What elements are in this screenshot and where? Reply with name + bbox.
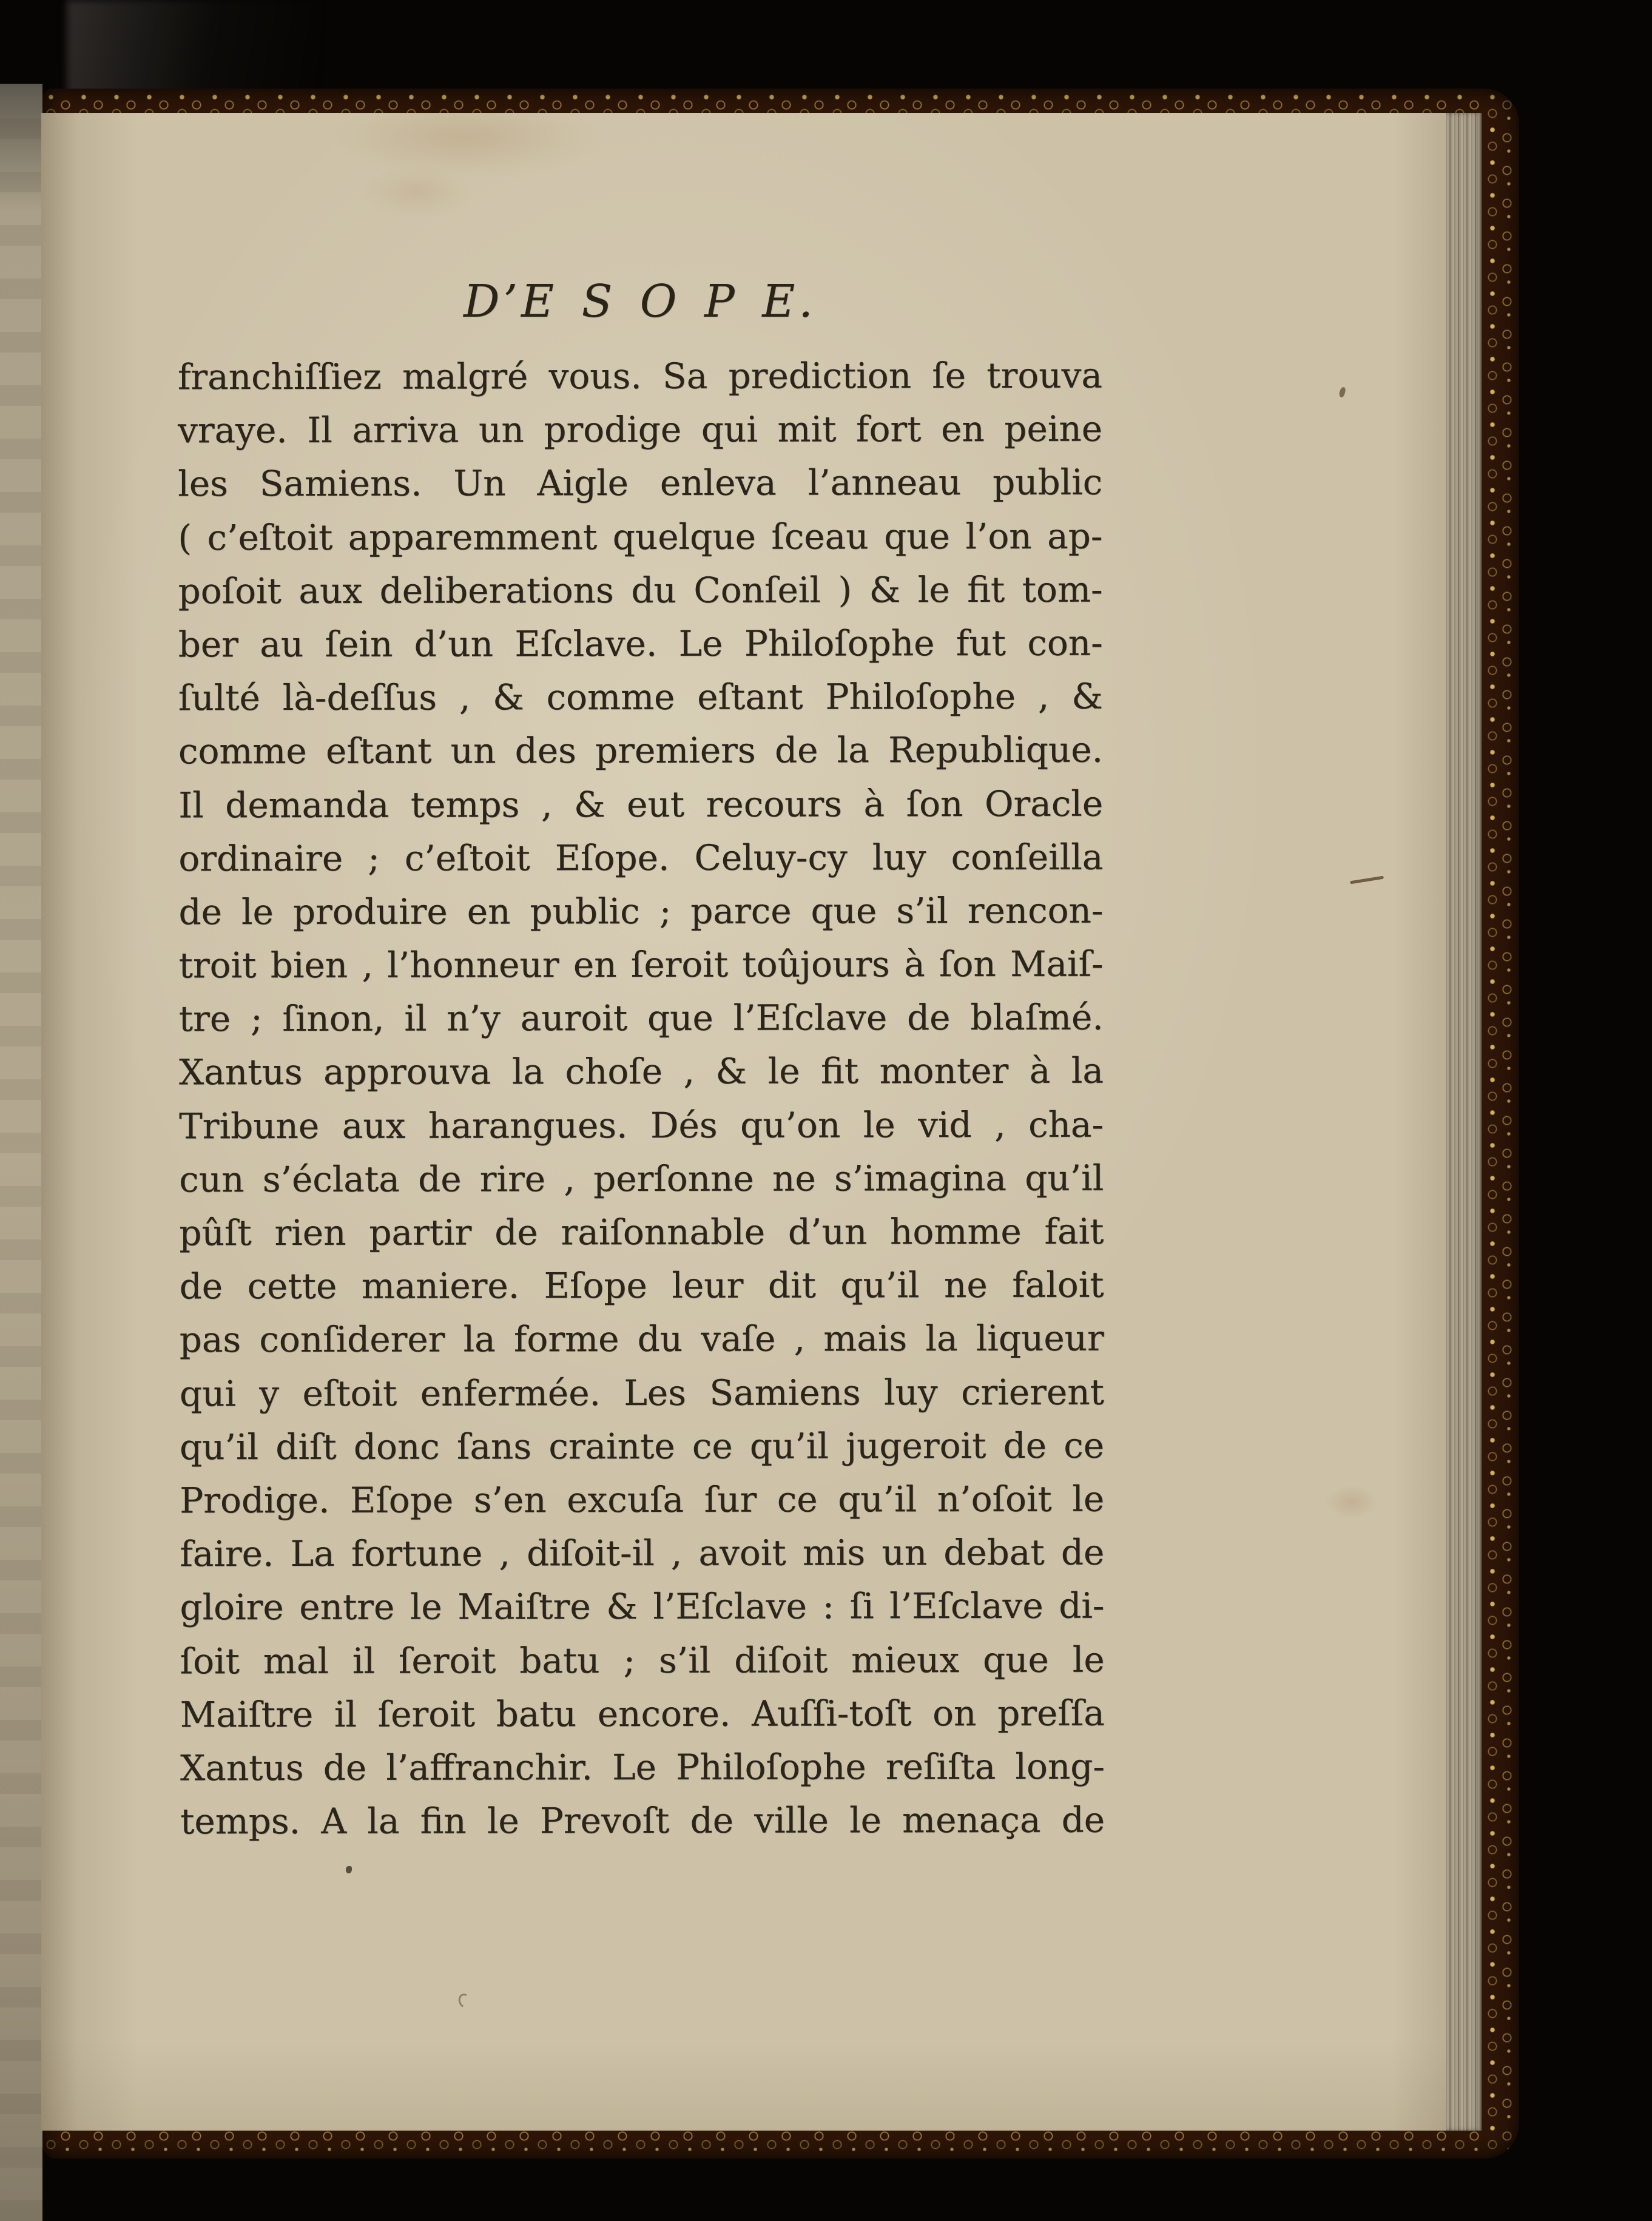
text-line: Maiſtre il ſeroit batu encore. Auſſi-toſt on preſſa	[180, 1692, 1105, 1736]
text-line: Il demanda temps , & eut recours à ſon Oracle	[178, 783, 1104, 826]
text-line: ſulté là-deſſus , & comme eſtant Philoſophe , &	[178, 675, 1103, 719]
text-line: comme eſtant un des premiers de la Republique.	[178, 729, 1104, 772]
text-line: Xantus approuva la choſe , & le fit monter à la	[178, 1050, 1104, 1093]
text-line: Prodige. Eſope s’en excuſa ſur ce qu’il n’oſoit le	[180, 1478, 1105, 1522]
text-line: tre ; ſinon, il n’y auroit que l’Eſclave de blaſmé.	[178, 996, 1104, 1040]
book-page	[41, 113, 1446, 2131]
text-line: Tribune aux harangues. Dés qu’on le vid , cha-	[179, 1104, 1104, 1147]
text-line: qu’il diſt donc ſans crainte ce qu’il jugeroit de ce	[179, 1424, 1105, 1468]
text-line: franchiſſiez malgré vous. Sa prediction ſe trouva	[177, 354, 1102, 398]
ink-speck	[456, 1992, 473, 2009]
running-title: D’E S O P E.	[464, 275, 817, 328]
page-edge-stack	[1444, 113, 1482, 2131]
text-line: les Samiens. Un Aigle enleva l’anneau public	[178, 462, 1103, 505]
text-line: vraye. Il arriva un prodige qui mit fort en peine	[178, 408, 1103, 451]
body-text-block	[178, 349, 1105, 1849]
text-line: cun s’éclata de rire , perſonne ne s’imagina qu’il	[179, 1157, 1104, 1201]
text-line: de cette maniere. Eſope leur dit qu’il ne faloit	[179, 1264, 1104, 1307]
ink-speck	[346, 1866, 352, 1873]
text-line: gloire entre le Maiſtre & l’Eſclave : ſi l’Eſclave di-	[180, 1585, 1105, 1628]
text-line: ber au ſein d’un Eſclave. Le Philoſophe fut con-	[178, 622, 1103, 666]
margin-pen-dash	[1350, 876, 1384, 885]
text-line: pûſt rien partir de raiſonnable d’un homme fait	[179, 1210, 1104, 1254]
text-line: ordinaire ; c’eſtoit Eſope. Celuy-cy luy conſeilla	[178, 836, 1104, 880]
text-line: poſoit aux deliberations du Conſeil ) & le fit tom-	[178, 568, 1103, 612]
text-line: temps. A la fin le Prevoſt de ville le menaça de	[180, 1799, 1105, 1842]
scanner-glare	[67, 0, 322, 97]
facing-page-edge	[0, 84, 42, 2221]
text-line: faire. La fortune , diſoit-il , avoit mis un debat de	[180, 1531, 1105, 1575]
text-line: ſoit mal il ſeroit batu ; s’il diſoit mieux que le	[180, 1639, 1105, 1682]
text-line: de le produire en public ; parce que s’il rencon-	[178, 889, 1104, 933]
text-line: troit bien , l’honneur en ſeroit toûjours à ſon Maiſ-	[178, 943, 1104, 986]
text-line: ( c’eſtoit apparemment quelque ſceau que l’on ap-	[178, 515, 1103, 558]
text-line: qui y eſtoit enfermée. Les Samiens luy crierent	[179, 1371, 1104, 1414]
text-line: Xantus de l’affranchir. Le Philoſophe reſiſta long-	[180, 1745, 1105, 1789]
margin-pen-tick	[1338, 386, 1347, 398]
text-line: pas conſiderer la forme du vaſe , mais la liqueur	[179, 1318, 1104, 1361]
